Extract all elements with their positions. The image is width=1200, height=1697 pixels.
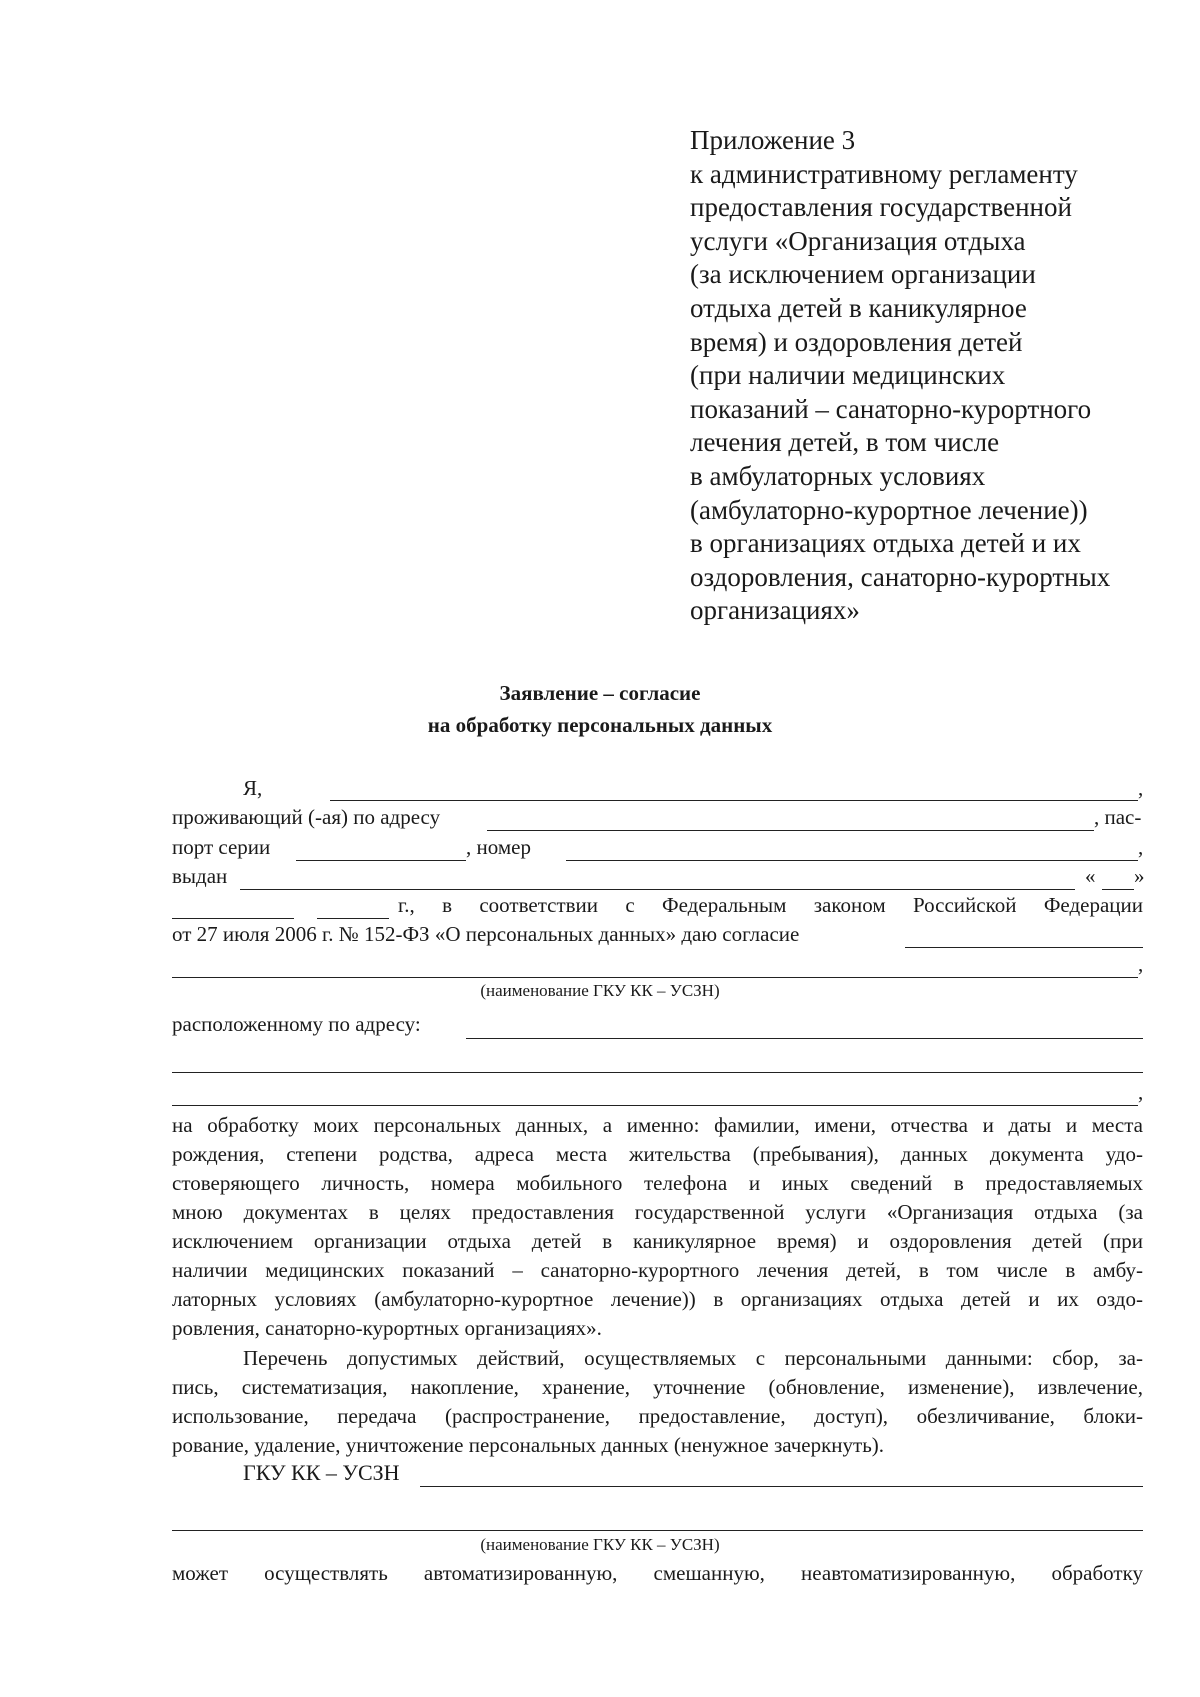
appendix-line: предоставления государственной	[690, 192, 1072, 223]
organization-name-field[interactable]	[172, 977, 1138, 978]
consent-paragraph-line: на обработку моих персональных данных, а именно: фамилии, имени, отчества и даты и места	[172, 1113, 1143, 1137]
located-address-label: расположенному по адресу:	[172, 1012, 421, 1036]
gku-name-field[interactable]	[420, 1486, 1143, 1487]
actions-paragraph-line: Перечень допустимых действий, осуществляемых с персональными данными: сбор, за-	[243, 1346, 1143, 1370]
gku-label: ГКУ КК – УСЗН	[243, 1460, 400, 1485]
located-address-field-2[interactable]	[172, 1072, 1143, 1073]
located-address-field-3[interactable]	[172, 1105, 1138, 1106]
issue-month-field[interactable]	[172, 918, 294, 919]
address-label: проживающий (-ая) по адресу	[172, 805, 441, 829]
consent-paragraph-line: ровления, санаторно-курортных организациях».	[172, 1316, 602, 1340]
appendix-line: отдыха детей в каникулярное	[690, 292, 1027, 323]
appendix-line: (при наличии медицинских	[690, 360, 1006, 391]
processing-line: может осуществлять автоматизированную, смешанную, неавтоматизированную, обработку	[172, 1561, 1143, 1585]
appendix-line: (амбулаторно-курортное лечение))	[690, 494, 1088, 525]
issued-label: выдан	[172, 864, 228, 888]
issued-by-field[interactable]	[240, 889, 1075, 890]
comma: ,	[1138, 776, 1144, 800]
quote-open: «	[1085, 864, 1096, 888]
appendix-line: в амбулаторных условиях	[690, 460, 986, 491]
appendix-line: лечения детей, в том числе	[690, 427, 1000, 458]
organization-caption: (наименование ГКУ КК – УСЗН)	[480, 981, 720, 1000]
issue-day-field[interactable]	[1102, 889, 1134, 890]
actions-paragraph-line: рование, удаление, уничтожение персональных данных (ненужное зачеркнуть).	[172, 1433, 885, 1457]
located-address-field[interactable]	[466, 1038, 1143, 1039]
appendix-line: к административному регламенту	[690, 158, 1078, 189]
actions-paragraph-line: пись, систематизация, накопление, хранение, уточнение (обновление, изменение), извлечение,	[172, 1375, 1143, 1399]
appendix-line: организациях»	[690, 595, 860, 626]
passport-series-label: порт серии	[172, 835, 271, 859]
number-label: , номер	[466, 835, 531, 859]
actions-paragraph-line: использование, передача (распространение, предоставление, доступ), обезличивание, блоки-	[172, 1404, 1143, 1428]
passport-number-field[interactable]	[566, 860, 1138, 861]
ya-label: Я,	[243, 776, 263, 800]
law-reference-line: г., в соответствии с Федеральным законом Российской Федерации	[398, 893, 1143, 917]
issue-year-field[interactable]	[317, 918, 389, 919]
gku-caption: (наименование ГКУ КК – УСЗН)	[480, 1535, 720, 1554]
comma: ,	[1138, 1080, 1144, 1104]
consent-law-text: от 27 июля 2006 г. № 152-ФЗ «О персональных данных» даю согласие	[172, 922, 800, 946]
consent-paragraph-line: исключением организации отдыха детей в каникулярное время) и оздоровления детей (при	[172, 1229, 1143, 1253]
appendix-line: Приложение 3	[690, 125, 856, 155]
consent-paragraph-line: латорных условиях (амбулаторно-курортное лечение)) в организациях отдыха детей и их оздо-	[172, 1287, 1143, 1311]
gku-name-field-2[interactable]	[172, 1530, 1143, 1531]
full-name-field[interactable]	[330, 800, 1138, 801]
appendix-line: время) и оздоровления детей	[690, 326, 1023, 357]
consent-paragraph-line: рождения, степени родства, адреса места жительства (пребывания), данных документа удо-	[172, 1142, 1143, 1166]
document-title: Заявление – согласие	[499, 681, 701, 705]
consent-recipient-field-start[interactable]	[905, 947, 1143, 948]
passport-series-field[interactable]	[296, 860, 466, 861]
quote-close: »	[1134, 864, 1145, 888]
consent-paragraph-line: мною документах в целях предоставления государственной услуги «Организация отдыха (за	[172, 1200, 1143, 1224]
consent-paragraph-line: наличии медицинских показаний – санаторно-курортного лечения детей, в том числе в амбу-	[172, 1258, 1143, 1282]
appendix-header	[690, 124, 1160, 628]
appendix-line: услуги «Организация отдыха	[690, 225, 1026, 256]
comma: ,	[1138, 952, 1144, 976]
address-field[interactable]	[487, 830, 1094, 831]
appendix-line: в организациях отдыха детей и их	[690, 528, 1081, 559]
document-subtitle: на обработку персональных данных	[427, 713, 773, 737]
appendix-line: оздоровления, санаторно-курортных	[690, 561, 1111, 592]
consent-paragraph-line: стоверяющего личность, номера мобильного телефона и иных сведений в предоставляемых	[172, 1171, 1143, 1195]
appendix-line: (за исключением организации	[690, 259, 1036, 290]
pas-hyphen: , пас-	[1094, 805, 1142, 829]
comma: ,	[1138, 835, 1144, 859]
appendix-line: показаний – санаторно-курортного	[690, 393, 1092, 424]
